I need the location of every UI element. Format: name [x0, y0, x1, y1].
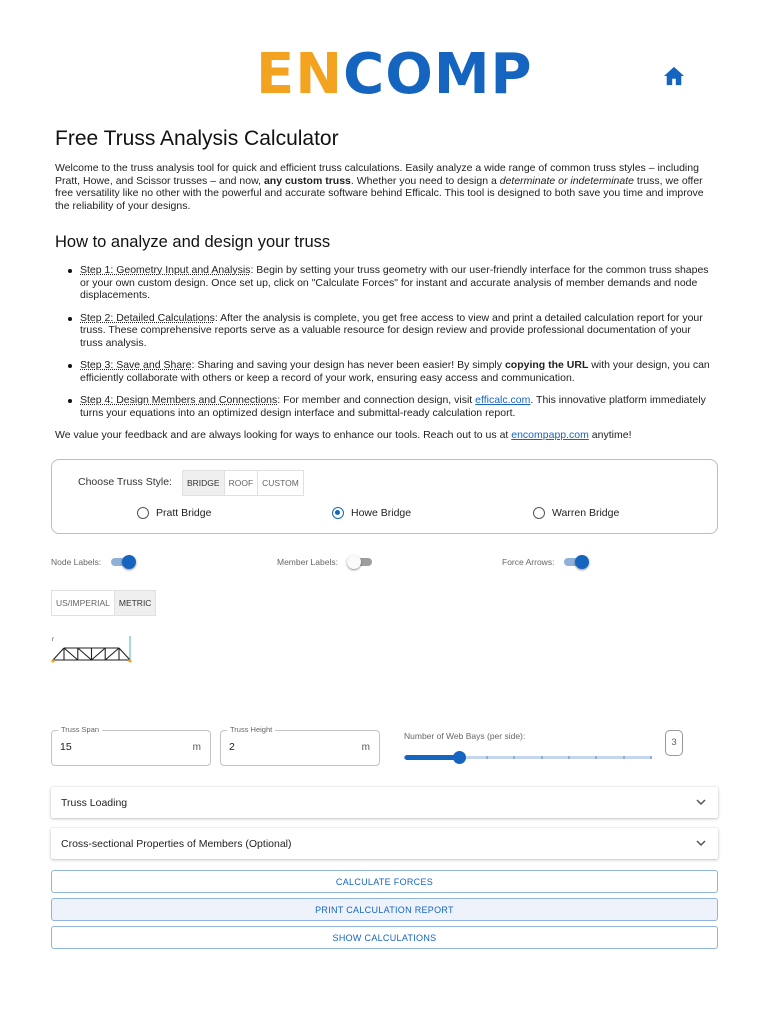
- chevron-down-icon: [696, 798, 706, 806]
- intro-paragraph: Welcome to the truss analysis tool for quick and efficient truss calculations. Easily analyze a wide range of common truss styles – including Pratt, Howe, and Scissor trusses – and now, any custom truss. Whether you need to design a determinate or indeterminate truss, we offer free versatility like no other with the powerful and accurate software behind Efficalc. This tool is designed to both save you time and improve the reliability of your designs.: [55, 162, 704, 212]
- radio-pratt-bridge[interactable]: Pratt Bridge: [137, 507, 211, 519]
- slider-tick: [650, 756, 652, 759]
- web-bays-slider-thumb[interactable]: [453, 751, 466, 764]
- radio-checked-icon: [332, 507, 344, 519]
- slider-tick: [595, 756, 597, 759]
- slider-tick: [568, 756, 570, 759]
- slider-tick: [541, 756, 543, 759]
- calculate-forces-button[interactable]: CALCULATE FORCES: [51, 870, 718, 893]
- slider-tick: [486, 756, 488, 759]
- truss-height-input[interactable]: [229, 741, 329, 753]
- efficalc-link[interactable]: efficalc.com: [475, 394, 531, 406]
- chevron-down-icon: [696, 839, 706, 847]
- tab-bridge[interactable]: BRIDGE: [183, 471, 225, 495]
- truss-preview-diagram: [50, 632, 140, 668]
- slider-tick: [513, 756, 515, 759]
- list-item: Step 2: Detailed Calculations: After the analysis is complete, you get free access to view and print a detailed calculation report for your truss. These comprehensive reports serve as a valuable resource for design review and provide professional documentation of your truss analysis.: [80, 312, 710, 350]
- slider-tick: [623, 756, 625, 759]
- truss-span-field: Truss Span 15 m: [51, 730, 211, 766]
- radio-howe-bridge[interactable]: Howe Bridge: [332, 507, 411, 519]
- tab-us-imperial[interactable]: US/IMPERIAL: [52, 591, 115, 615]
- web-bays-label: Number of Web Bays (per side):: [404, 731, 526, 741]
- tab-custom[interactable]: CUSTOM: [262, 478, 299, 488]
- radio-warren-bridge[interactable]: Warren Bridge: [533, 507, 619, 519]
- encomp-logo[interactable]: [256, 44, 533, 106]
- web-bays-value: 3: [665, 730, 683, 756]
- force-arrows-switch[interactable]: [564, 555, 588, 569]
- encompapp-link[interactable]: encompapp.com: [511, 429, 589, 441]
- node-labels-toggle-row: Node Labels:: [51, 555, 135, 569]
- list-item: Step 4: Design Members and Connections: For member and connection design, visit efficalc.com. This innovative platform immediately turns your equations into an optimized design interface and submittal-ready calculation report.: [80, 394, 710, 419]
- logo-text-comp: COMP: [343, 42, 533, 107]
- cross-section-accordion[interactable]: Cross-sectional Properties of Members (Optional): [51, 828, 718, 859]
- web-bays-slider[interactable]: [405, 752, 651, 764]
- member-labels-toggle-row: Member Labels:: [277, 555, 372, 569]
- unit-system-tabs: [51, 590, 156, 616]
- show-calculations-button[interactable]: SHOW CALCULATIONS: [51, 926, 718, 949]
- section-title: How to analyze and design your truss: [55, 233, 331, 251]
- radio-unchecked-icon: [533, 507, 545, 519]
- truss-height-field: Truss Height 2 m: [220, 730, 380, 766]
- tab-metric[interactable]: METRIC: [115, 591, 156, 615]
- print-report-button[interactable]: PRINT CALCULATION REPORT: [51, 898, 718, 921]
- tab-roof[interactable]: ROOF: [225, 471, 259, 495]
- truss-loading-accordion[interactable]: Truss Loading: [51, 787, 718, 818]
- list-item: Step 1: Geometry Input and Analysis: Begin by setting your truss geometry with our user-friendly interface for the common truss shapes or your own custom design. Once set up, click on "Calculate Forces" for instant and accurate analysis of member demands and node displacements.: [80, 264, 709, 301]
- truss-style-tabs: [182, 470, 304, 496]
- truss-span-input[interactable]: [60, 741, 160, 753]
- truss-style-label: Choose Truss Style:: [78, 476, 172, 488]
- truss-style-card: [51, 459, 718, 534]
- feedback-paragraph: We value your feedback and are always looking for ways to enhance our tools. Reach out to us at encompapp.com anytime!: [55, 429, 632, 441]
- page-title: Free Truss Analysis Calculator: [55, 127, 339, 150]
- svg-text:r: r: [52, 637, 54, 643]
- main-content: [55, 126, 710, 442]
- home-icon[interactable]: [663, 66, 685, 86]
- header: [0, 40, 768, 110]
- list-item: Step 3: Save and Share: Sharing and saving your design has never been easier! By simply copying the URL with your design, you can efficiently collaborate with others or keep a record of your work, ensuring easy access and communication.: [80, 359, 710, 384]
- node-labels-switch[interactable]: [111, 555, 135, 569]
- steps-list: [55, 264, 710, 419]
- logo-text-en: EN: [256, 42, 344, 107]
- force-arrows-toggle-row: Force Arrows:: [502, 555, 588, 569]
- radio-unchecked-icon: [137, 507, 149, 519]
- member-labels-switch[interactable]: [348, 555, 372, 569]
